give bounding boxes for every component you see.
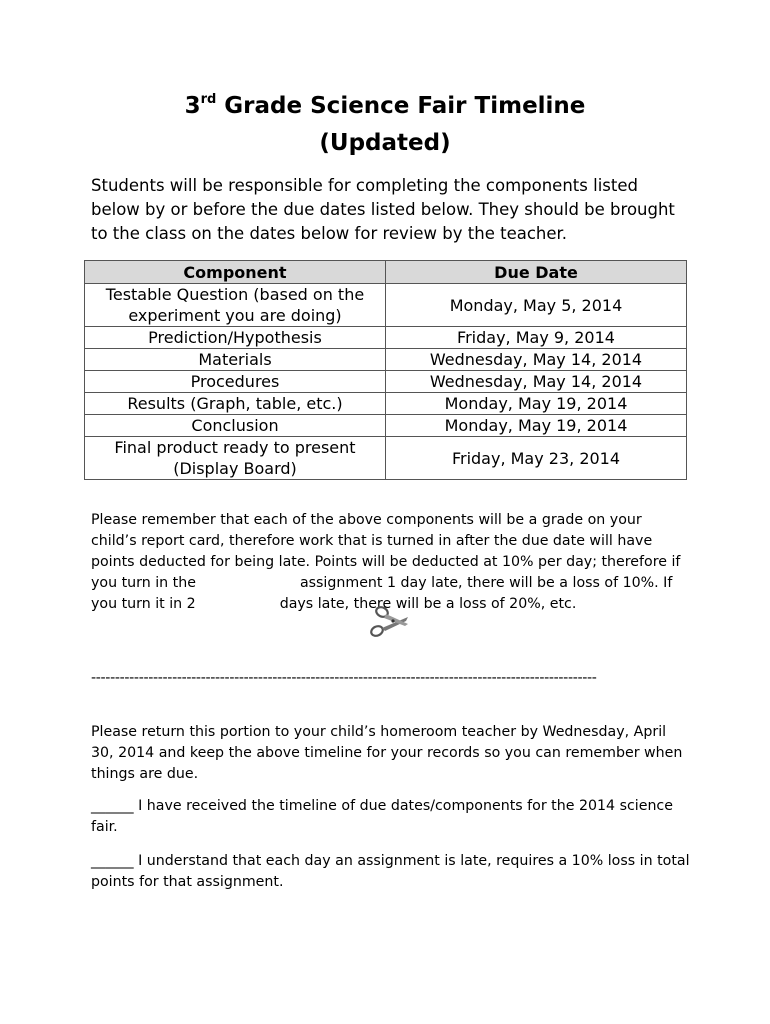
component-cell: Testable Question (based on the experiment you are doing) [85, 284, 386, 327]
table-row [85, 371, 687, 393]
due-date-cell: Friday, May 23, 2014 [386, 437, 687, 480]
component-cell: Conclusion [85, 415, 386, 437]
table-row [85, 349, 687, 371]
grade-suffix: rd [200, 92, 217, 107]
return-note: Please return this portion to your child’s homeroom teacher by Wednesday, April 30, 2014 and keep the above timeline for your records so you can remember when things are due. [91, 724, 683, 782]
title-line-1 [0, 88, 770, 125]
table-row [85, 437, 687, 480]
component-cell: Prediction/Hypothesis [85, 327, 386, 349]
table-row [85, 284, 687, 327]
scissors-icon [366, 600, 410, 640]
title-line-2: (Updated) [319, 130, 451, 156]
component-cell: Results (Graph, table, etc.) [85, 393, 386, 415]
reminder-text-3: days late, there will be a loss of 20%, etc. [279, 596, 577, 612]
title-text: Grade Science Fair Timeline [216, 93, 586, 119]
table-row [85, 327, 687, 349]
reminder-text-1: Please remember that each of the above components will be a grade on your child’s report card, therefore work that is turned in after the due date will have points deducted for being late. Points will be deducted at 10% per day; therefore if you turn in the [91, 512, 681, 591]
acknowledgement-1: ______ I have received the timeline of due dates/components for the 2014 science fair. [91, 798, 673, 835]
table-header-row [85, 261, 687, 284]
due-date-cell: Monday, May 19, 2014 [386, 415, 687, 437]
component-cell: Final product ready to present (Display Board) [85, 437, 386, 480]
reminder-text-2: assignment 1 day late, there will be a loss of 10%. If you turn it in 2 [91, 575, 673, 612]
page-title [0, 88, 770, 162]
header-due-date: Due Date [386, 261, 687, 284]
due-date-cell: Wednesday, May 14, 2014 [386, 371, 687, 393]
header-component: Component [85, 261, 386, 284]
component-cell: Materials [85, 349, 386, 371]
due-date-cell: Friday, May 9, 2014 [386, 327, 687, 349]
acknowledgement-2: ______ I understand that each day an assignment is late, requires a 10% loss in total points for that assignment. [91, 853, 690, 890]
component-cell: Procedures [85, 371, 386, 393]
intro-paragraph: Students will be responsible for completing the components listed below by or before the due dates listed below. They should be brought to the class on the dates below for review by the teacher. [91, 176, 675, 243]
grade-number: 3 [184, 93, 201, 119]
timeline-table [84, 260, 687, 480]
table-row [85, 393, 687, 415]
due-date-cell: Monday, May 5, 2014 [386, 284, 687, 327]
due-date-cell: Wednesday, May 14, 2014 [386, 349, 687, 371]
cut-line: ---------------------------------------------------------------------------------------------------------- [91, 670, 597, 686]
due-date-cell: Monday, May 19, 2014 [386, 393, 687, 415]
table-row [85, 415, 687, 437]
